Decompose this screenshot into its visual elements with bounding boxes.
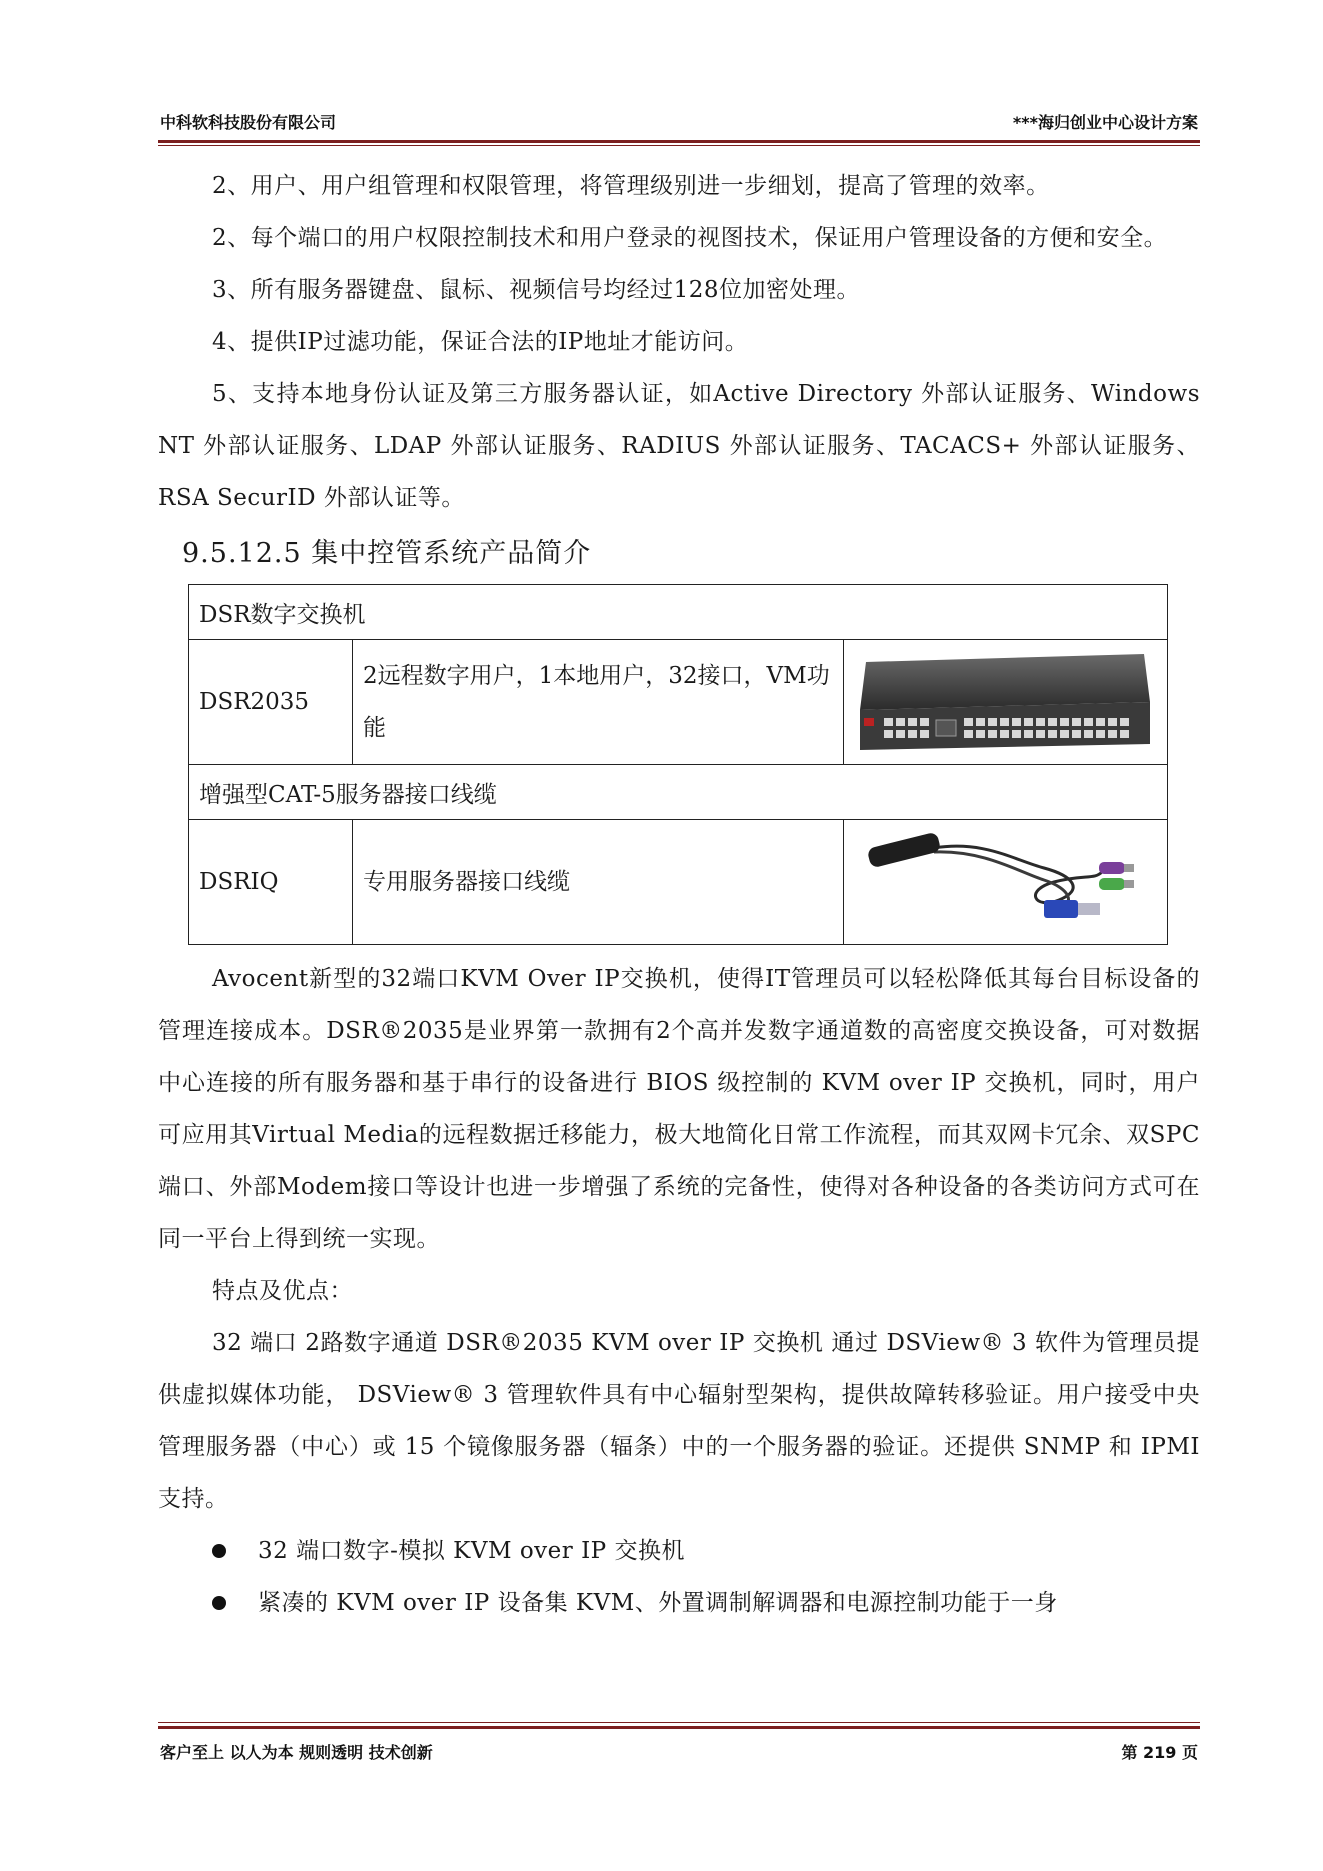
page-content — [158, 160, 1200, 1629]
list-item-text: 32 端口数字-模拟 KVM over IP 交换机 — [258, 1538, 685, 1564]
paragraph: 3、所有服务器键盘、鼠标、视频信号均经过128位加密处理。 — [212, 277, 861, 303]
paragraph: 2、每个端口的用户权限控制技术和用户登录的视图技术，保证用户管理设备的方便和安全。 — [212, 225, 1168, 251]
description-cell: 2远程数字用户，1本地用户，32接口，VM功能 — [353, 640, 844, 765]
product-image-cell — [844, 820, 1168, 945]
paragraph: 4、提供IP过滤功能，保证合法的IP地址才能访问。 — [212, 329, 749, 355]
header-doc-title: ***海归创业中心设计方案 — [1012, 113, 1198, 132]
page-header — [158, 108, 1200, 138]
feature-list — [158, 1525, 1200, 1629]
footer-motto: 客户至上 以人为本 规则透明 技术创新 — [160, 1743, 433, 1762]
header-rule-thin — [158, 145, 1200, 146]
description-cell: 专用服务器接口线缆 — [353, 820, 844, 945]
list-item — [158, 1577, 1200, 1629]
footer-rule — [158, 1726, 1200, 1729]
kvm-switch-icon — [844, 640, 1164, 758]
bullet-icon — [212, 1596, 226, 1610]
interface-cable-icon — [844, 820, 1164, 938]
product-table — [188, 584, 1168, 945]
category-cell: DSR数字交换机 — [189, 585, 1168, 640]
paragraph: Avocent新型的32端口KVM Over IP交换机，使得IT管理员可以轻松降低其每台目标设备的管理连接成本。DSR®2035是业界第一款拥有2个高并发数字通道数的高密度交换设备，可对数据中心连接的所有服务器和基于串行的设备进行 BIOS 级控制的 KVM over IP 交换机，同时，用户可应用其Virtual Media的远程数据迁移能力，极大地简化日常工作流程，而其双网卡冗余、双SPC端口、外部Modem接口等设计也进一步增强了系统的完备性，使得对各种设备的各类访问方式可在同一平台上得到统一实现。 — [158, 966, 1200, 1252]
paragraph: 32 端口 2路数字通道 DSR®2035 KVM over IP 交换机 通过 DSView® 3 软件为管理员提供虚拟媒体功能， DSView® 3 管理软件具有中心辐射型架构，提供故障转移验证。用户接受中央管理服务器（中心）或 15 个镜像服务器（辐条）中的一个服务器的验证。还提供 SNMP 和 IPMI 支持。 — [158, 1330, 1200, 1512]
product-image-cell — [844, 640, 1168, 765]
table-row — [189, 585, 1168, 640]
paragraph: 5、支持本地身份认证及第三方服务器认证，如Active Directory 外部认证服务、Windows NT 外部认证服务、LDAP 外部认证服务、RADIUS 外部认证服务、TACACS+ 外部认证服务、RSA SecurID 外部认证等。 — [158, 381, 1200, 511]
paragraph: 特点及优点： — [212, 1278, 353, 1304]
table-row — [189, 765, 1168, 820]
model-cell: DSR2035 — [189, 640, 353, 765]
table-row — [189, 640, 1168, 765]
footer-rule-thin — [158, 1722, 1200, 1723]
page-footer — [158, 1740, 1200, 1770]
category-cell: 增强型CAT-5服务器接口线缆 — [189, 765, 1168, 820]
list-item-text: 紧凑的 KVM over IP 设备集 KVM、外置调制解调器和电源控制功能于一身 — [258, 1590, 1058, 1616]
header-rule — [158, 140, 1200, 143]
model-cell: DSRIQ — [189, 820, 353, 945]
table-row — [189, 820, 1168, 945]
paragraph: 2、用户、用户组管理和权限管理，将管理级别进一步细划，提高了管理的效率。 — [212, 173, 1050, 199]
header-company: 中科软科技股份有限公司 — [160, 113, 337, 132]
bullet-icon — [212, 1544, 226, 1558]
section-title: 9.5.12.5 集中控管系统产品简介 — [182, 538, 592, 569]
page-number: 第 219 页 — [1121, 1743, 1198, 1762]
list-item — [158, 1525, 1200, 1577]
